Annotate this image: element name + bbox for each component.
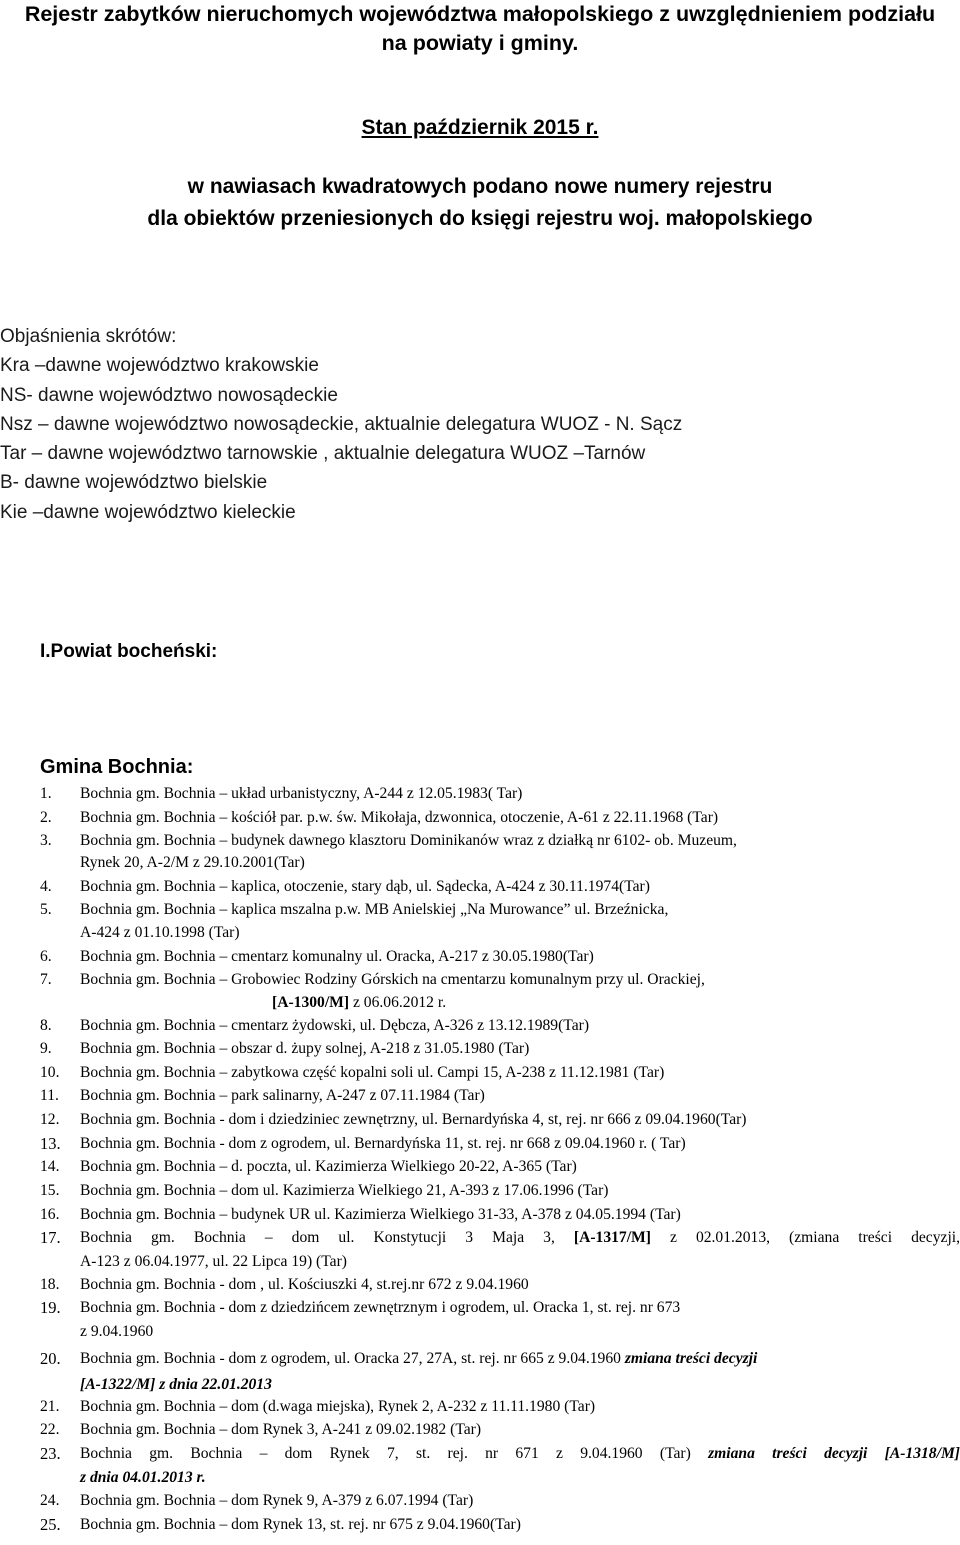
- entry-segment: Bochnia gm. Bochnia – dom Rynek 13, st. rej. nr 675 z 9.04.1960(Tar): [80, 1516, 521, 1533]
- entry-emphasis: [A-1322/M] z dnia 22.01.2013: [80, 1376, 272, 1393]
- entry-text: [80, 784, 960, 804]
- entry-segment: Bochnia gm. Bochnia - dom z dziedzińcem zewnętrznym i ogrodem, ul. Oracka 1, st. rej. nr 673: [80, 1299, 681, 1316]
- entry-number: 1.: [40, 785, 52, 802]
- entry-text: [80, 1491, 960, 1511]
- entry-segment: Bochnia gm. Bochnia - dom i dziedziniec zewnętrzny, ul. Bernardyńska 4, st, rej. nr 666 z 09.04.1960(Tar): [80, 1111, 747, 1128]
- entry-segment: A-123 z 06.04.1977, ul. 22 Lipca 19) (Tar): [80, 1253, 347, 1270]
- entry-text-continuation: [80, 1468, 960, 1488]
- entry-segment: Bochnia gm. Bochnia – budynek dawnego klasztoru Dominikanów wraz z działką nr 6102- ob. Muzeum,: [80, 832, 737, 849]
- entry-text: [80, 1420, 960, 1440]
- entry-segment: Bochnia gm. Bochnia – dom ul. Konstytucji 3 Maja 3,: [80, 1229, 574, 1246]
- entry-text: [80, 808, 960, 828]
- abbreviation-item: Nsz – dawne województwo nowosądeckie, aktualnie delegatura WUOZ - N. Sącz: [0, 413, 683, 435]
- document-title-line-2: na powiaty i gminy.: [381, 31, 579, 55]
- entry-text: [80, 947, 960, 967]
- entry-segment: z 06.06.2012 r.: [349, 994, 447, 1011]
- gmina-heading: Gmina Bochnia:: [40, 756, 194, 778]
- entry-text: [80, 831, 960, 851]
- entry-segment: Bochnia gm. Bochnia - dom z ogrodem, ul. Bernardyńska 11, st. rej. nr 668 z 09.04.1960 r. ( Tar): [80, 1135, 686, 1152]
- entry-segment: Bochnia gm. Bochnia – cmentarz komunalny ul. Oracka, A-217 z 30.05.1980(Tar): [80, 948, 594, 965]
- entry-segment: Bochnia gm. Bochnia – dom Rynek 9, A-379 z 6.07.1994 (Tar): [80, 1492, 474, 1509]
- entry-segment: Bochnia gm. Bochnia - dom z ogrodem, ul. Oracka 27, 27A, st. rej. nr 665 z 9.04.1960: [80, 1350, 625, 1367]
- entry-text: [80, 1157, 960, 1177]
- entry-number: 2.: [40, 809, 52, 826]
- entry-segment: Bochnia gm. Bochnia – kaplica, otoczenie, stary dąb, ul. Sądecka, A-424 z 30.11.1974(Tar): [80, 878, 650, 895]
- entry-segment: Bochnia gm. Bochnia – park salinarny, A-247 z 07.11.1984 (Tar): [80, 1087, 485, 1104]
- entry-text: [80, 1110, 960, 1130]
- entry-emphasis: [A-1300/M]: [272, 994, 350, 1011]
- entry-emphasis: zmiana treści decyzji [A-1318/M]: [708, 1445, 960, 1462]
- entry-segment: Bochnia gm. Bochnia – dom ul. Kazimierza Wielkiego 21, A-393 z 17.06.1996 (Tar): [80, 1182, 609, 1199]
- entry-number: 12.: [40, 1111, 60, 1128]
- entry-text: [80, 1515, 960, 1535]
- entry-text: [80, 1397, 960, 1417]
- document-title-line-1: Rejestr zabytków nieruchomych województwa małopolskiego z uwzględnieniem podziału: [24, 2, 936, 26]
- entry-text: [80, 1349, 960, 1369]
- entry-segment: Bochnia gm. Bochnia – dom Rynek 7, st. rej. nr 671 z 9.04.1960 (Tar): [80, 1445, 709, 1462]
- entry-text-continuation: [80, 853, 960, 873]
- entry-text-continuation: [80, 1252, 960, 1272]
- entry-number: 18.: [40, 1276, 60, 1293]
- entry-text: [80, 1181, 960, 1201]
- entry-text-continuation: [272, 993, 960, 1013]
- entry-segment: A-424 z 01.10.1998 (Tar): [80, 924, 240, 941]
- entry-text-continuation: [80, 1375, 960, 1395]
- entry-number: 16.: [40, 1206, 60, 1223]
- entry-segment: Bochnia gm. Bochnia – dom Rynek 3, A-241 z 09.02.1982 (Tar): [80, 1421, 482, 1438]
- abbreviation-item: B- dawne województwo bielskie: [0, 472, 268, 494]
- entry-segment: z 02.01.2013, (zmiana treści decyzji,: [650, 1229, 960, 1246]
- entry-number: 19.: [40, 1298, 61, 1317]
- entry-number: 10.: [40, 1064, 60, 1081]
- entry-segment: Bochnia gm. Bochnia – budynek UR ul. Kazimierza Wielkiego 31-33, A-378 z 04.05.1994 (Tar): [80, 1206, 681, 1223]
- entry-segment: Bochnia gm. Bochnia - dom , ul. Kościuszki 4, st.rej.nr 672 z 9.04.1960: [80, 1276, 529, 1293]
- entry-segment: Bochnia gm. Bochnia – kaplica mszalna p.w. MB Anielskiej „Na Murowance” ul. Brzeźnicka,: [80, 901, 669, 918]
- entry-number: 9.: [40, 1040, 52, 1057]
- abbreviations-heading: Objaśnienia skrótów:: [0, 326, 177, 347]
- entry-number: 4.: [40, 878, 52, 895]
- entry-text-continuation: [80, 923, 960, 943]
- entry-number: 22.: [40, 1421, 60, 1438]
- entry-text: [80, 1134, 960, 1154]
- entry-segment: Bochnia gm. Bochnia – d. poczta, ul. Kazimierza Wielkiego 20-22, A-365 (Tar): [80, 1158, 577, 1175]
- entry-number: 6.: [40, 948, 52, 965]
- document-note-line-2: dla obiektów przeniesionych do księgi rejestru woj. małopolskiego: [147, 207, 813, 230]
- entry-text: [80, 1205, 960, 1225]
- entry-text: [80, 970, 960, 990]
- entry-number: 21.: [40, 1398, 60, 1415]
- entry-number: 7.: [40, 971, 52, 988]
- entry-segment: Bochnia gm. Bochnia – dom (d.waga miejska), Rynek 2, A-232 z 11.11.1980 (Tar): [80, 1398, 596, 1415]
- entry-number: 24.: [40, 1492, 60, 1509]
- entry-segment: Bochnia gm. Bochnia – kościół par. p.w. św. Mikołaja, dzwonnica, otoczenie, A-61 z 22.11.1968 (Tar): [80, 809, 719, 826]
- entry-number: 5.: [40, 901, 52, 918]
- entry-number: 11.: [40, 1087, 59, 1104]
- abbreviation-item: Tar – dawne województwo tarnowskie , aktualnie delegatura WUOZ –Tarnów: [0, 443, 646, 465]
- entry-number: 13.: [40, 1134, 61, 1153]
- entry-text: [80, 1086, 960, 1106]
- entry-segment: Bochnia gm. Bochnia – obszar d. żupy solnej, A-218 z 31.05.1980 (Tar): [80, 1040, 530, 1057]
- entry-text: [80, 1228, 960, 1248]
- entry-number: 14.: [40, 1158, 60, 1175]
- entry-number: 15.: [40, 1182, 60, 1199]
- entry-text: [80, 1016, 960, 1036]
- entry-number: 3.: [40, 832, 52, 849]
- entry-text: [80, 1444, 960, 1464]
- entry-number: 20.: [40, 1349, 61, 1368]
- entry-number: 8.: [40, 1017, 52, 1034]
- entry-emphasis: zmiana treści decyzji: [624, 1350, 758, 1367]
- powiat-heading: I.Powiat bocheński:: [40, 641, 218, 662]
- entry-segment: Rynek 20, A-2/M z 29.10.2001(Tar): [80, 854, 305, 871]
- entry-segment: Bochnia gm. Bochnia – Grobowiec Rodziny Górskich na cmentarzu komunalnym przy ul. Orackiej,: [80, 971, 705, 988]
- entry-segment: Bochnia gm. Bochnia – zabytkowa część kopalni soli ul. Campi 15, A-238 z 11.12.1981 (Tar): [80, 1064, 665, 1081]
- entry-segment: z 9.04.1960: [80, 1323, 154, 1340]
- entry-number: 17.: [40, 1228, 61, 1247]
- entry-emphasis: z dnia 04.01.2013 r.: [80, 1469, 206, 1486]
- abbreviation-item: Kie –dawne województwo kieleckie: [0, 501, 296, 523]
- entry-segment: Bochnia gm. Bochnia – układ urbanistyczny, A-244 z 12.05.1983( Tar): [80, 785, 523, 802]
- entry-text: [80, 900, 960, 920]
- abbreviation-item: Kra –dawne województwo krakowskie: [0, 355, 319, 377]
- entry-segment: Bochnia gm. Bochnia – cmentarz żydowski, ul. Dębcza, A-326 z 13.12.1989(Tar): [80, 1017, 590, 1034]
- entry-number: 23.: [40, 1444, 61, 1463]
- abbreviation-item: NS- dawne województwo nowosądeckie: [0, 384, 338, 406]
- entry-emphasis: [A-1317/M]: [573, 1229, 651, 1246]
- entry-text: [80, 877, 960, 897]
- entry-text: [80, 1298, 960, 1318]
- document-note-line-1: w nawiasach kwadratowych podano nowe numery rejestru: [187, 175, 773, 198]
- entry-text: [80, 1275, 960, 1295]
- entry-text-continuation: [80, 1322, 960, 1342]
- document-date: Stan październik 2015 r.: [361, 116, 599, 139]
- entry-number: 25.: [40, 1515, 61, 1534]
- entry-text: [80, 1063, 960, 1083]
- entry-text: [80, 1039, 960, 1059]
